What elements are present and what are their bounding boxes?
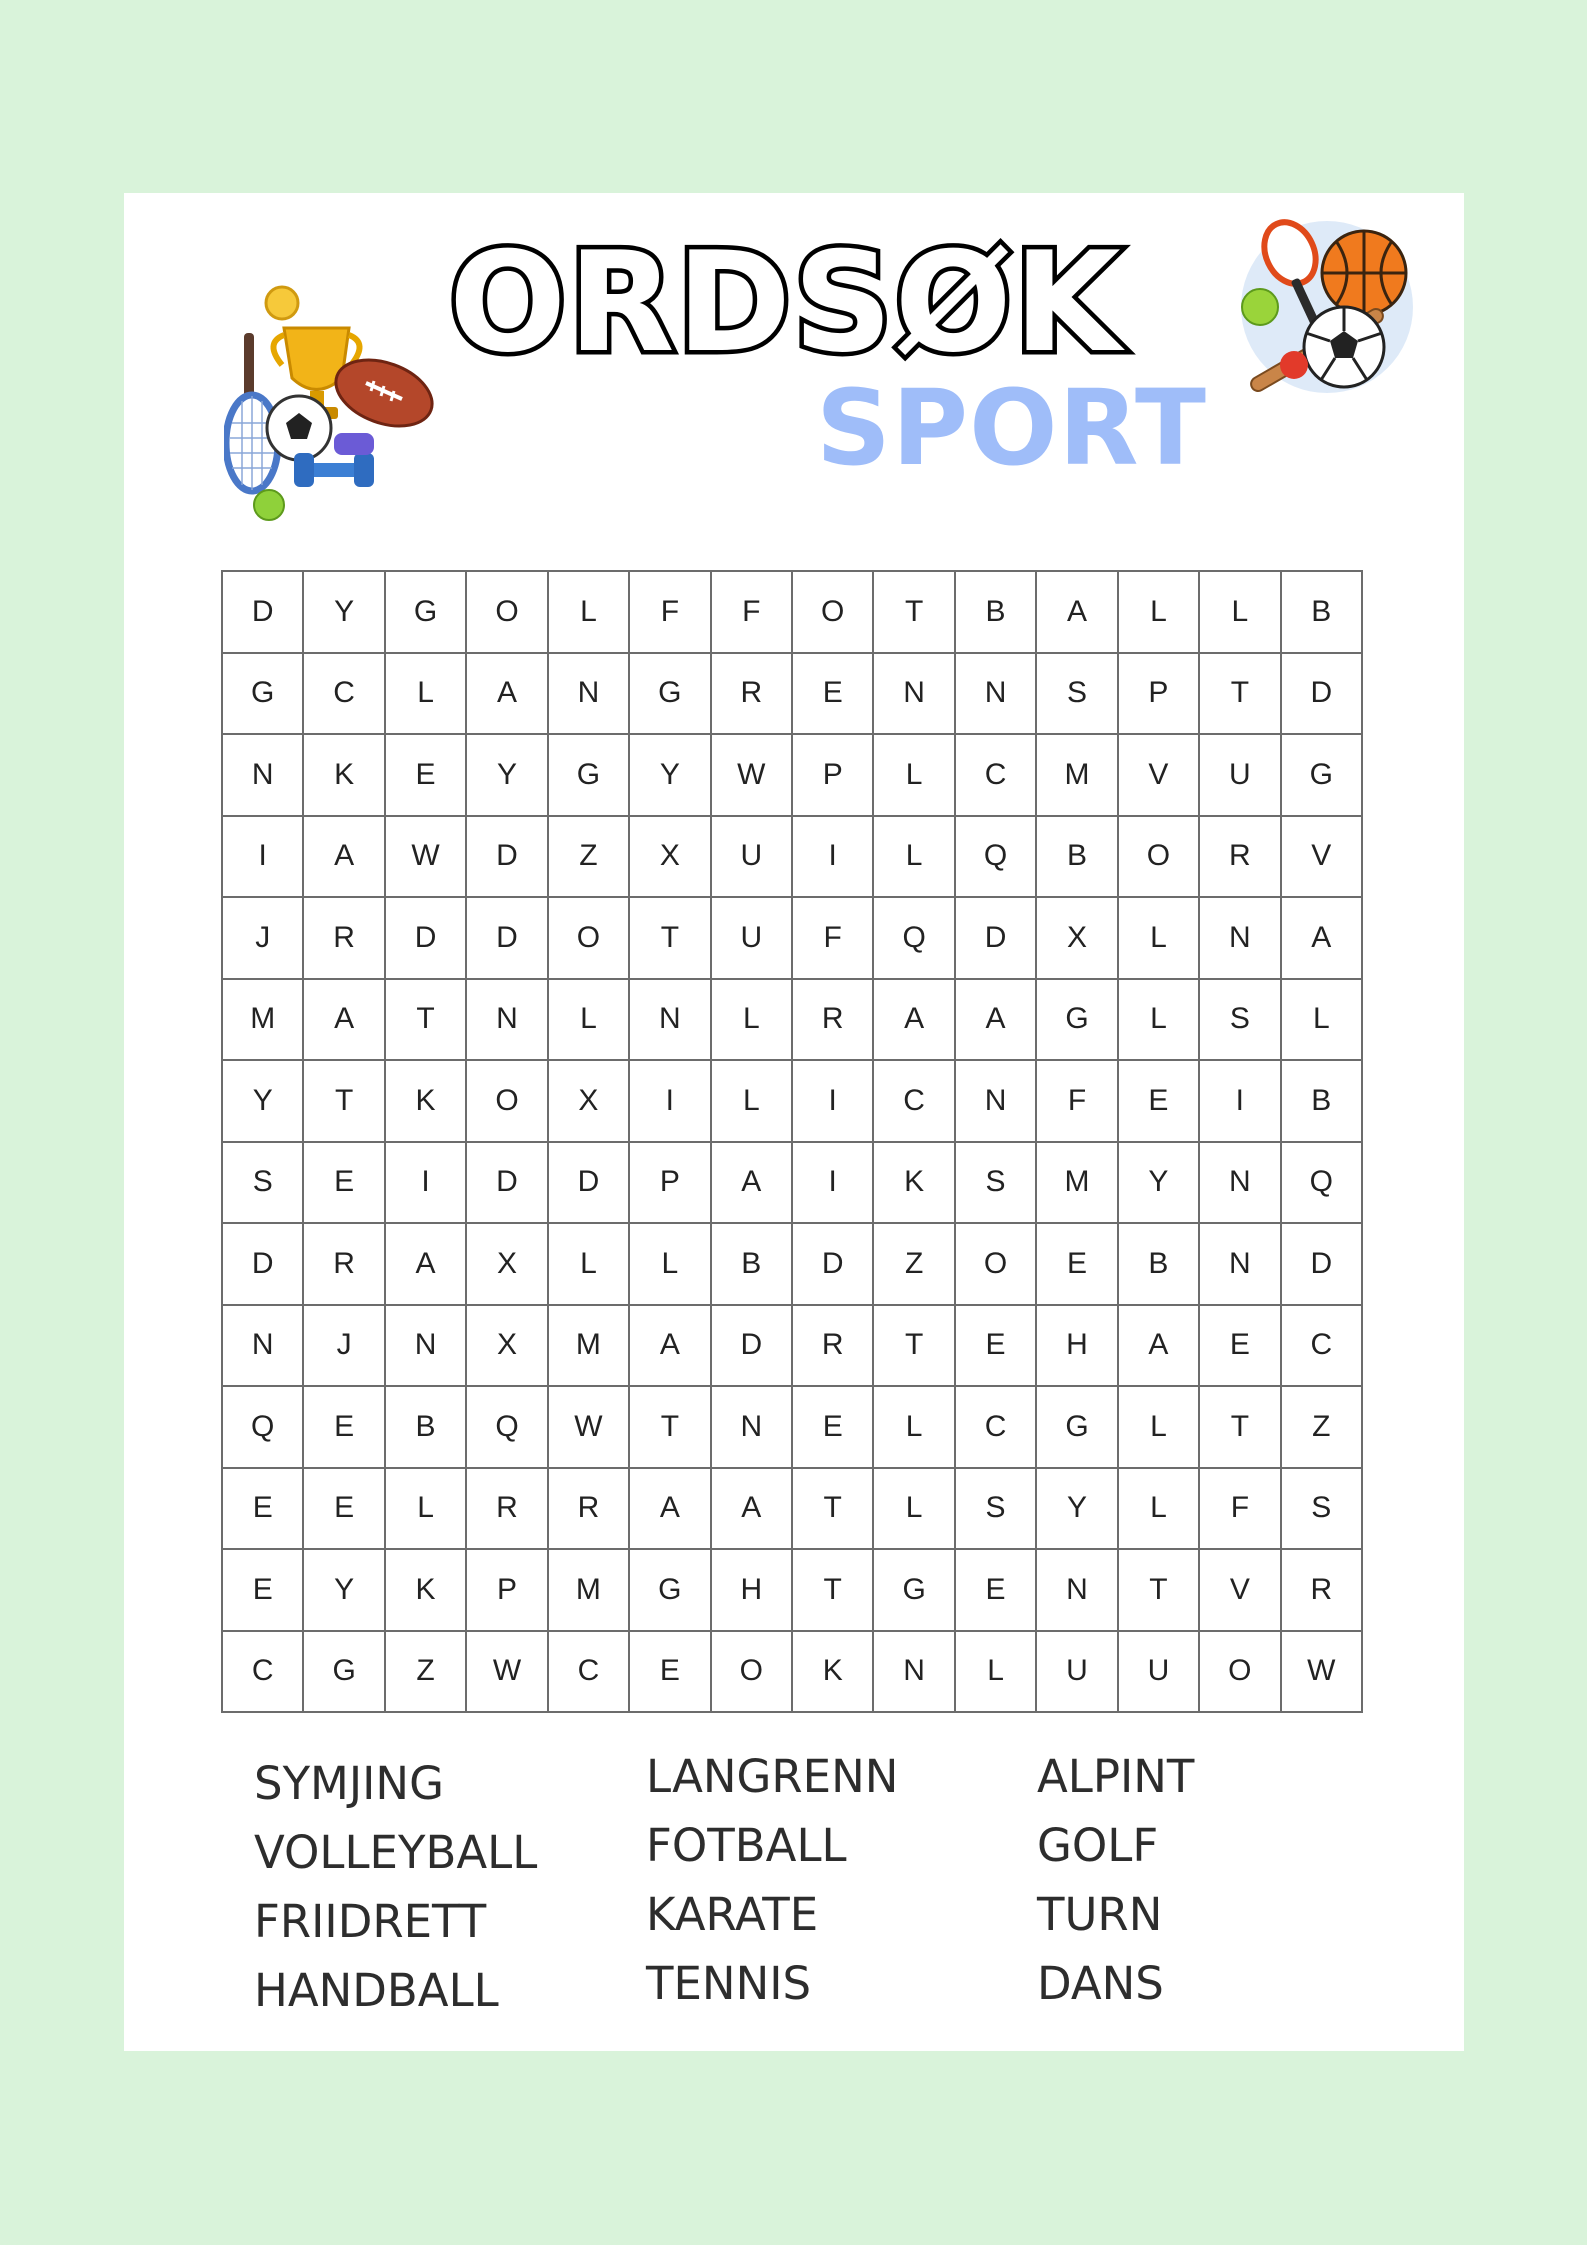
grid-cell: D: [956, 898, 1037, 980]
grid-cell: P: [793, 735, 874, 817]
grid-cell: L: [1119, 1387, 1200, 1469]
tennis-ball-icon: [254, 490, 284, 520]
grid-cell: J: [223, 898, 304, 980]
grid-cell: G: [386, 572, 467, 654]
grid-cell: E: [630, 1632, 711, 1714]
grid-cell: D: [712, 1306, 793, 1388]
grid-cell: L: [874, 1387, 955, 1469]
letter-grid: [221, 570, 1363, 1713]
grid-cell: B: [386, 1387, 467, 1469]
grid-cell: L: [549, 572, 630, 654]
grid-cell: G: [223, 654, 304, 736]
grid-cell: R: [712, 654, 793, 736]
grid-cell: N: [386, 1306, 467, 1388]
grid-cell: C: [956, 1387, 1037, 1469]
grid-cell: M: [1037, 735, 1118, 817]
grid-cell: A: [304, 817, 385, 899]
grid-cell: A: [1037, 572, 1118, 654]
grid-cell: L: [549, 980, 630, 1062]
grid-cell: T: [874, 1306, 955, 1388]
grid-cell: A: [467, 654, 548, 736]
grid-cell: A: [712, 1143, 793, 1225]
grid-cell: Y: [304, 572, 385, 654]
grid-cell: N: [712, 1387, 793, 1469]
grid-cell: P: [630, 1143, 711, 1225]
word-item: TENNIS: [646, 1957, 812, 2010]
grid-cell: N: [1200, 1224, 1281, 1306]
grid-cell: L: [1200, 572, 1281, 654]
grid-cell: F: [712, 572, 793, 654]
grid-cell: O: [467, 572, 548, 654]
grid-cell: M: [549, 1306, 630, 1388]
grid-cell: T: [793, 1469, 874, 1551]
grid-cell: X: [467, 1224, 548, 1306]
grid-cell: I: [630, 1061, 711, 1143]
grid-cell: N: [874, 654, 955, 736]
grid-cell: Y: [467, 735, 548, 817]
word-item: HANDBALL: [254, 1964, 499, 2017]
grid-cell: A: [712, 1469, 793, 1551]
grid-cell: S: [1037, 654, 1118, 736]
grid-cell: M: [223, 980, 304, 1062]
grid-cell: P: [1119, 654, 1200, 736]
grid-cell: D: [1282, 1224, 1363, 1306]
grid-cell: N: [549, 654, 630, 736]
grid-cell: I: [1200, 1061, 1281, 1143]
word-item: ALPINT: [1037, 1750, 1195, 1803]
grid-cell: O: [467, 1061, 548, 1143]
grid-cell: T: [386, 980, 467, 1062]
grid-cell: L: [874, 735, 955, 817]
grid-cell: W: [712, 735, 793, 817]
grid-cell: V: [1119, 735, 1200, 817]
grid-cell: E: [1119, 1061, 1200, 1143]
grid-cell: N: [1037, 1550, 1118, 1632]
grid-cell: S: [1200, 980, 1281, 1062]
grid-cell: A: [304, 980, 385, 1062]
grid-cell: M: [549, 1550, 630, 1632]
grid-cell: Y: [223, 1061, 304, 1143]
grid-cell: E: [793, 1387, 874, 1469]
grid-cell: I: [386, 1143, 467, 1225]
soccer-ball-icon: [267, 396, 331, 460]
grid-cell: L: [549, 1224, 630, 1306]
grid-cell: Q: [467, 1387, 548, 1469]
grid-cell: B: [1037, 817, 1118, 899]
grid-cell: D: [223, 1224, 304, 1306]
grid-cell: E: [386, 735, 467, 817]
grid-cell: E: [1037, 1224, 1118, 1306]
grid-cell: L: [1119, 898, 1200, 980]
grid-cell: Q: [874, 898, 955, 980]
grid-cell: U: [1200, 735, 1281, 817]
grid-cell: R: [304, 898, 385, 980]
grid-cell: D: [467, 1143, 548, 1225]
grid-cell: A: [874, 980, 955, 1062]
worksheet-page: [124, 193, 1464, 2051]
grid-cell: Q: [1282, 1143, 1363, 1225]
grid-cell: A: [630, 1469, 711, 1551]
grid-cell: H: [1037, 1306, 1118, 1388]
grid-cell: D: [467, 898, 548, 980]
grid-cell: E: [223, 1469, 304, 1551]
grid-cell: Y: [1119, 1143, 1200, 1225]
grid-cell: O: [1119, 817, 1200, 899]
grid-cell: R: [793, 1306, 874, 1388]
grid-cell: U: [712, 817, 793, 899]
grid-cell: L: [1282, 980, 1363, 1062]
grid-cell: E: [304, 1143, 385, 1225]
grid-cell: C: [304, 654, 385, 736]
grid-cell: D: [467, 817, 548, 899]
word-item: VOLLEYBALL: [254, 1826, 538, 1879]
grid-cell: N: [1200, 1143, 1281, 1225]
grid-cell: T: [1119, 1550, 1200, 1632]
grid-cell: Z: [1282, 1387, 1363, 1469]
grid-cell: R: [549, 1469, 630, 1551]
grid-cell: T: [874, 572, 955, 654]
grid-cell: W: [1282, 1632, 1363, 1714]
grid-cell: N: [956, 1061, 1037, 1143]
grid-cell: Q: [223, 1387, 304, 1469]
grid-cell: G: [874, 1550, 955, 1632]
grid-cell: L: [712, 980, 793, 1062]
grid-cell: K: [874, 1143, 955, 1225]
sports-balls-icon: [1232, 215, 1422, 400]
grid-cell: G: [630, 654, 711, 736]
grid-cell: X: [1037, 898, 1118, 980]
grid-cell: L: [1119, 980, 1200, 1062]
grid-cell: L: [874, 1469, 955, 1551]
grid-cell: U: [1119, 1632, 1200, 1714]
grid-cell: N: [630, 980, 711, 1062]
grid-cell: B: [1119, 1224, 1200, 1306]
grid-cell: Y: [630, 735, 711, 817]
grid-cell: N: [1200, 898, 1281, 980]
grid-cell: U: [1037, 1632, 1118, 1714]
grid-cell: E: [223, 1550, 304, 1632]
grid-cell: N: [874, 1632, 955, 1714]
word-item: GOLF: [1037, 1819, 1159, 1872]
grid-cell: L: [1119, 572, 1200, 654]
grid-cell: O: [1200, 1632, 1281, 1714]
word-item: TURN: [1037, 1888, 1163, 1941]
grid-cell: D: [1282, 654, 1363, 736]
grid-cell: P: [467, 1550, 548, 1632]
grid-cell: R: [467, 1469, 548, 1551]
grid-cell: Z: [549, 817, 630, 899]
grid-cell: O: [793, 572, 874, 654]
grid-cell: A: [956, 980, 1037, 1062]
grid-cell: N: [956, 654, 1037, 736]
grid-cell: I: [793, 1143, 874, 1225]
grid-cell: H: [712, 1550, 793, 1632]
grid-cell: G: [630, 1550, 711, 1632]
grid-cell: K: [793, 1632, 874, 1714]
grid-cell: C: [1282, 1306, 1363, 1388]
word-column-3: [1037, 1742, 1194, 2018]
grid-cell: I: [793, 1061, 874, 1143]
grid-cell: E: [304, 1387, 385, 1469]
grid-cell: K: [304, 735, 385, 817]
grid-cell: Z: [386, 1632, 467, 1714]
grid-cell: A: [630, 1306, 711, 1388]
grid-cell: C: [874, 1061, 955, 1143]
sports-equipment-pile-icon: [224, 283, 439, 523]
word-column-1: [254, 1749, 537, 2025]
basketball-icon: [1322, 231, 1406, 315]
tennis-ball-icon: [1242, 289, 1278, 325]
grid-cell: R: [793, 980, 874, 1062]
grid-cell: N: [223, 735, 304, 817]
grid-cell: G: [1037, 1387, 1118, 1469]
grid-cell: G: [304, 1632, 385, 1714]
word-item: FOTBALL: [646, 1819, 847, 1872]
grid-cell: O: [956, 1224, 1037, 1306]
grid-cell: A: [386, 1224, 467, 1306]
grid-cell: D: [549, 1143, 630, 1225]
grid-cell: K: [386, 1061, 467, 1143]
grid-cell: O: [712, 1632, 793, 1714]
grid-cell: B: [1282, 1061, 1363, 1143]
word-column-2: [646, 1742, 898, 2018]
grid-cell: M: [1037, 1143, 1118, 1225]
grid-cell: E: [793, 654, 874, 736]
grid-cell: C: [549, 1632, 630, 1714]
grid-cell: G: [549, 735, 630, 817]
grid-cell: N: [223, 1306, 304, 1388]
grid-cell: E: [956, 1550, 1037, 1632]
grid-cell: N: [467, 980, 548, 1062]
grid-cell: S: [1282, 1469, 1363, 1551]
grid-cell: W: [386, 817, 467, 899]
grid-cell: L: [386, 1469, 467, 1551]
grid-cell: Y: [304, 1550, 385, 1632]
grid-cell: T: [1200, 654, 1281, 736]
grid-cell: D: [223, 572, 304, 654]
grid-cell: W: [467, 1632, 548, 1714]
grid-cell: G: [1037, 980, 1118, 1062]
grid-cell: W: [549, 1387, 630, 1469]
word-item: FRIIDRETT: [254, 1895, 487, 1948]
word-item: SYMJING: [254, 1757, 444, 1810]
grid-cell: Z: [874, 1224, 955, 1306]
grid-cell: L: [1119, 1469, 1200, 1551]
grid-cell: O: [549, 898, 630, 980]
grid-cell: F: [1037, 1061, 1118, 1143]
word-item: DANS: [1037, 1957, 1164, 2010]
grid-cell: F: [1200, 1469, 1281, 1551]
grid-cell: I: [793, 817, 874, 899]
grid-cell: F: [793, 898, 874, 980]
grid-cell: V: [1282, 817, 1363, 899]
grid-cell: R: [1200, 817, 1281, 899]
grid-cell: K: [386, 1550, 467, 1632]
grid-cell: A: [1282, 898, 1363, 980]
grid-cell: F: [630, 572, 711, 654]
grid-cell: E: [1200, 1306, 1281, 1388]
grid-cell: X: [467, 1306, 548, 1388]
grid-cell: L: [386, 654, 467, 736]
grid-cell: L: [874, 817, 955, 899]
grid-cell: L: [956, 1632, 1037, 1714]
grid-cell: L: [630, 1224, 711, 1306]
grid-cell: U: [712, 898, 793, 980]
grid-cell: B: [712, 1224, 793, 1306]
grid-cell: T: [793, 1550, 874, 1632]
grid-cell: X: [630, 817, 711, 899]
grid-cell: T: [304, 1061, 385, 1143]
grid-cell: C: [223, 1632, 304, 1714]
grid-cell: S: [956, 1469, 1037, 1551]
grid-cell: T: [1200, 1387, 1281, 1469]
soccer-ball-icon: [1304, 307, 1384, 387]
grid-cell: S: [223, 1143, 304, 1225]
grid-cell: E: [956, 1306, 1037, 1388]
grid-cell: Y: [1037, 1469, 1118, 1551]
grid-cell: D: [793, 1224, 874, 1306]
grid-cell: J: [304, 1306, 385, 1388]
grid-cell: D: [386, 898, 467, 980]
grid-cell: B: [1282, 572, 1363, 654]
word-item: LANGRENN: [646, 1750, 899, 1803]
grid-cell: I: [223, 817, 304, 899]
grid-cell: R: [304, 1224, 385, 1306]
grid-cell: X: [549, 1061, 630, 1143]
grid-cell: B: [956, 572, 1037, 654]
grid-cell: E: [304, 1469, 385, 1551]
page-title: ORDSØK: [449, 222, 1123, 383]
grid-cell: T: [630, 1387, 711, 1469]
grid-cell: R: [1282, 1550, 1363, 1632]
grid-cell: L: [712, 1061, 793, 1143]
word-item: KARATE: [646, 1888, 819, 1941]
grid-cell: Q: [956, 817, 1037, 899]
grid-cell: C: [956, 735, 1037, 817]
grid-cell: G: [1282, 735, 1363, 817]
page-subtitle: SPORT: [816, 367, 1207, 489]
grid-cell: S: [956, 1143, 1037, 1225]
grid-cell: T: [630, 898, 711, 980]
word-list: [254, 1739, 1374, 2019]
grid-cell: A: [1119, 1306, 1200, 1388]
grid-cell: V: [1200, 1550, 1281, 1632]
